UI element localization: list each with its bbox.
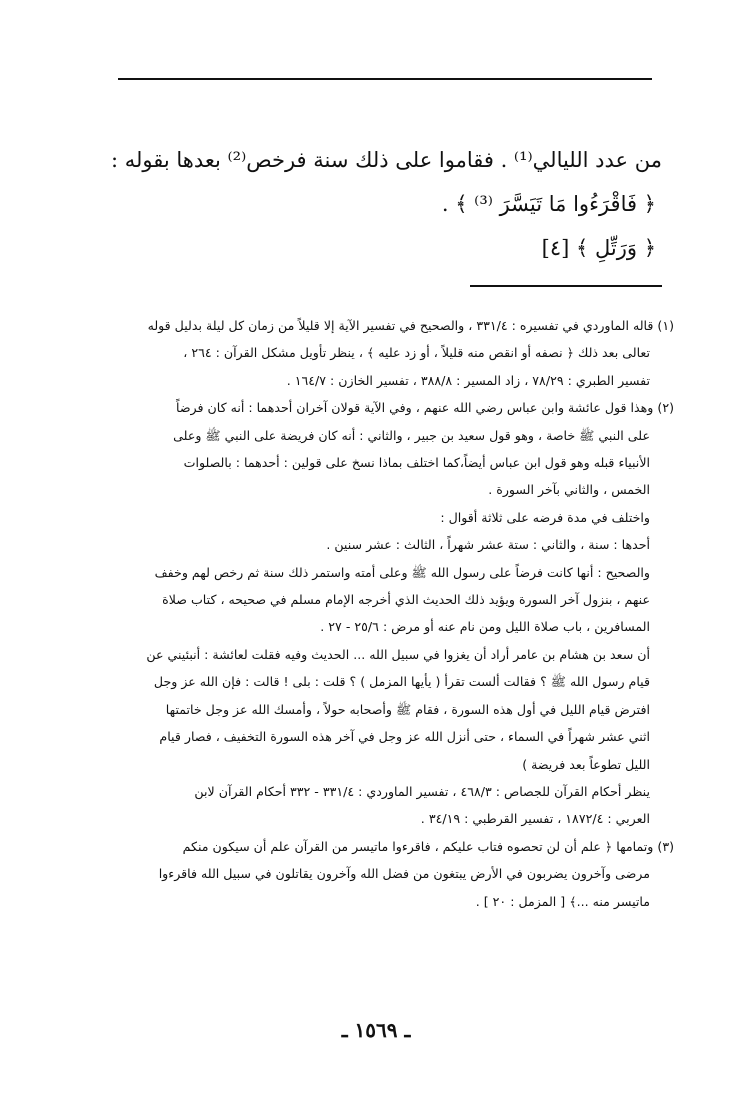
footnote-2-line: والصحيح : أنها كانت فرضاً على رسول الله ﷺ وعلى أمته واستمر ذلك سنة ثم رخص لهم وخفف [154,564,650,580]
footnote-2-line: العربي : ١٨٧٢/٤ ، تفسير القرطبي : ٣٤/١٩ . [420,811,650,827]
footnote-2 [86,394,674,833]
main-line-1: من عدد الليالي⁽¹⁾ . فقاموا على ذلك سنة فرخص⁽²⁾ بعدها بقوله : [110,148,662,172]
footnotes [86,312,674,915]
footnote-2-line: الخمس ، والثاني بآخر السورة . [488,482,650,498]
footnote-2-line: المسافرين ، باب صلاة الليل ومن نام عنه أو مرض : ٢٥/٦ - ٢٧ . [320,619,650,635]
footnote-3 [86,833,674,915]
footnote-2-line: (٢) وهذا قول عائشة وابن عباس رضي الله عنهم ، وفي الآية قولان آخران أحدهما : أنه كان فرضاً [175,400,674,416]
quran-verse-1: ﴿ فَاقْرَءُوا مَا تَيَسَّرَ ⁽³⁾ ﴾ . [441,192,656,216]
footnote-3-line: مرضى وآخرون يضربون في الأرض يبتغون من فضل الله وآخرون يقاتلون في سبيل الله فاقرءوا [158,866,650,882]
footnote-1-line: تعالى بعد ذلك ﴿ نصفه أو انقص منه قليلاً ، أو زد عليه ﴾ ، ينظر تأويل مشكل القرآن : ٢٦٤ ، [183,345,650,361]
footnote-2-line: الليل تطوعاً بعد فريضة ) [522,756,650,772]
footnote-separator [470,285,662,287]
footnote-2-line: افترض قيام الليل في أول هذه السورة ، فقام ﷺ وأصحابه حولاً ، وأمسك الله عز وجل خاتمتها [165,701,650,717]
page-number: ـ ١٥٦٩ ـ [341,1018,411,1042]
footnote-1 [86,312,674,394]
footnote-2-line: الأنبياء قبله وهو قول ابن عباس أيضاً،كما اختلف بماذا نسخ على قولين : أحدهما : بالصلوات [183,455,650,471]
footnote-2-line: واختلف في مدة فرضه على ثلاثة أقوال : [440,509,650,525]
footnote-2-line: اثني عشر شهراً في السماء ، حتى أنزل الله عز وجل في آخر هذه السورة التخفيف ، فصار قيام [159,729,650,745]
footnote-1-line: (١) قاله الماوردي في تفسيره : ٣٣١/٤ ، والصحيح في تفسير الآية إلا قليلاً من زمان كل ليلة بدليل قوله [147,318,674,333]
footnote-3-line: ماتيسر منه ...﴾ [ المزمل : ٢٠ ] . [475,893,650,909]
footnote-3-line: (٣) وتمامها ﴿ علم أن لن تحصوه فتاب عليكم ، فاقرءوا ماتيسر من القرآن علم أن سيكون منكم [182,838,674,854]
footnote-2-line: أحدها : سنة ، والثاني : ستة عشر شهراً ، الثالث : عشر سنين . [326,537,650,553]
footnote-2-line: على النبي ﷺ خاصة ، وهو قول سعيد بن جبير ، والثاني : أنه كان فريضة على النبي ﷺ وعلى [173,427,650,443]
main-text [70,138,662,270]
footnote-1-line: تفسير الطبري : ٧٨/٢٩ ، زاد المسير : ٣٨٨/٨ ، تفسير الخازن : ١٦٤/٧ . [286,372,650,388]
footnote-2-line: عنهم ، بنزول آخر السورة ويؤيد ذلك الحديث الذي أخرجه الإمام مسلم في صحيحه ، كتاب صلاة [162,592,650,608]
quran-verse-2: ﴿ وَرَتِّلِ ﴾ [٤] [541,236,656,260]
footnote-2-line: أن سعد بن هشام بن عامر أراد أن يغزوا في سبيل الله ... الحديث وفيه فقلت لعائشة : أنبئيني عن [146,646,650,662]
top-rule [118,78,652,80]
footnote-2-line: ينظر أحكام القرآن للجصاص : ٤٦٨/٣ ، تفسير الماوردي : ٣٣١/٤ - ٣٣٢ أحكام القرآن لابن [194,783,650,799]
footnote-2-line: قيام رسول الله ﷺ ؟ فقالت ألست تقرأ ( يأيها المزمل ) ؟ قلت : بلى ! قالت : فإن الله عز وجل [153,674,650,690]
